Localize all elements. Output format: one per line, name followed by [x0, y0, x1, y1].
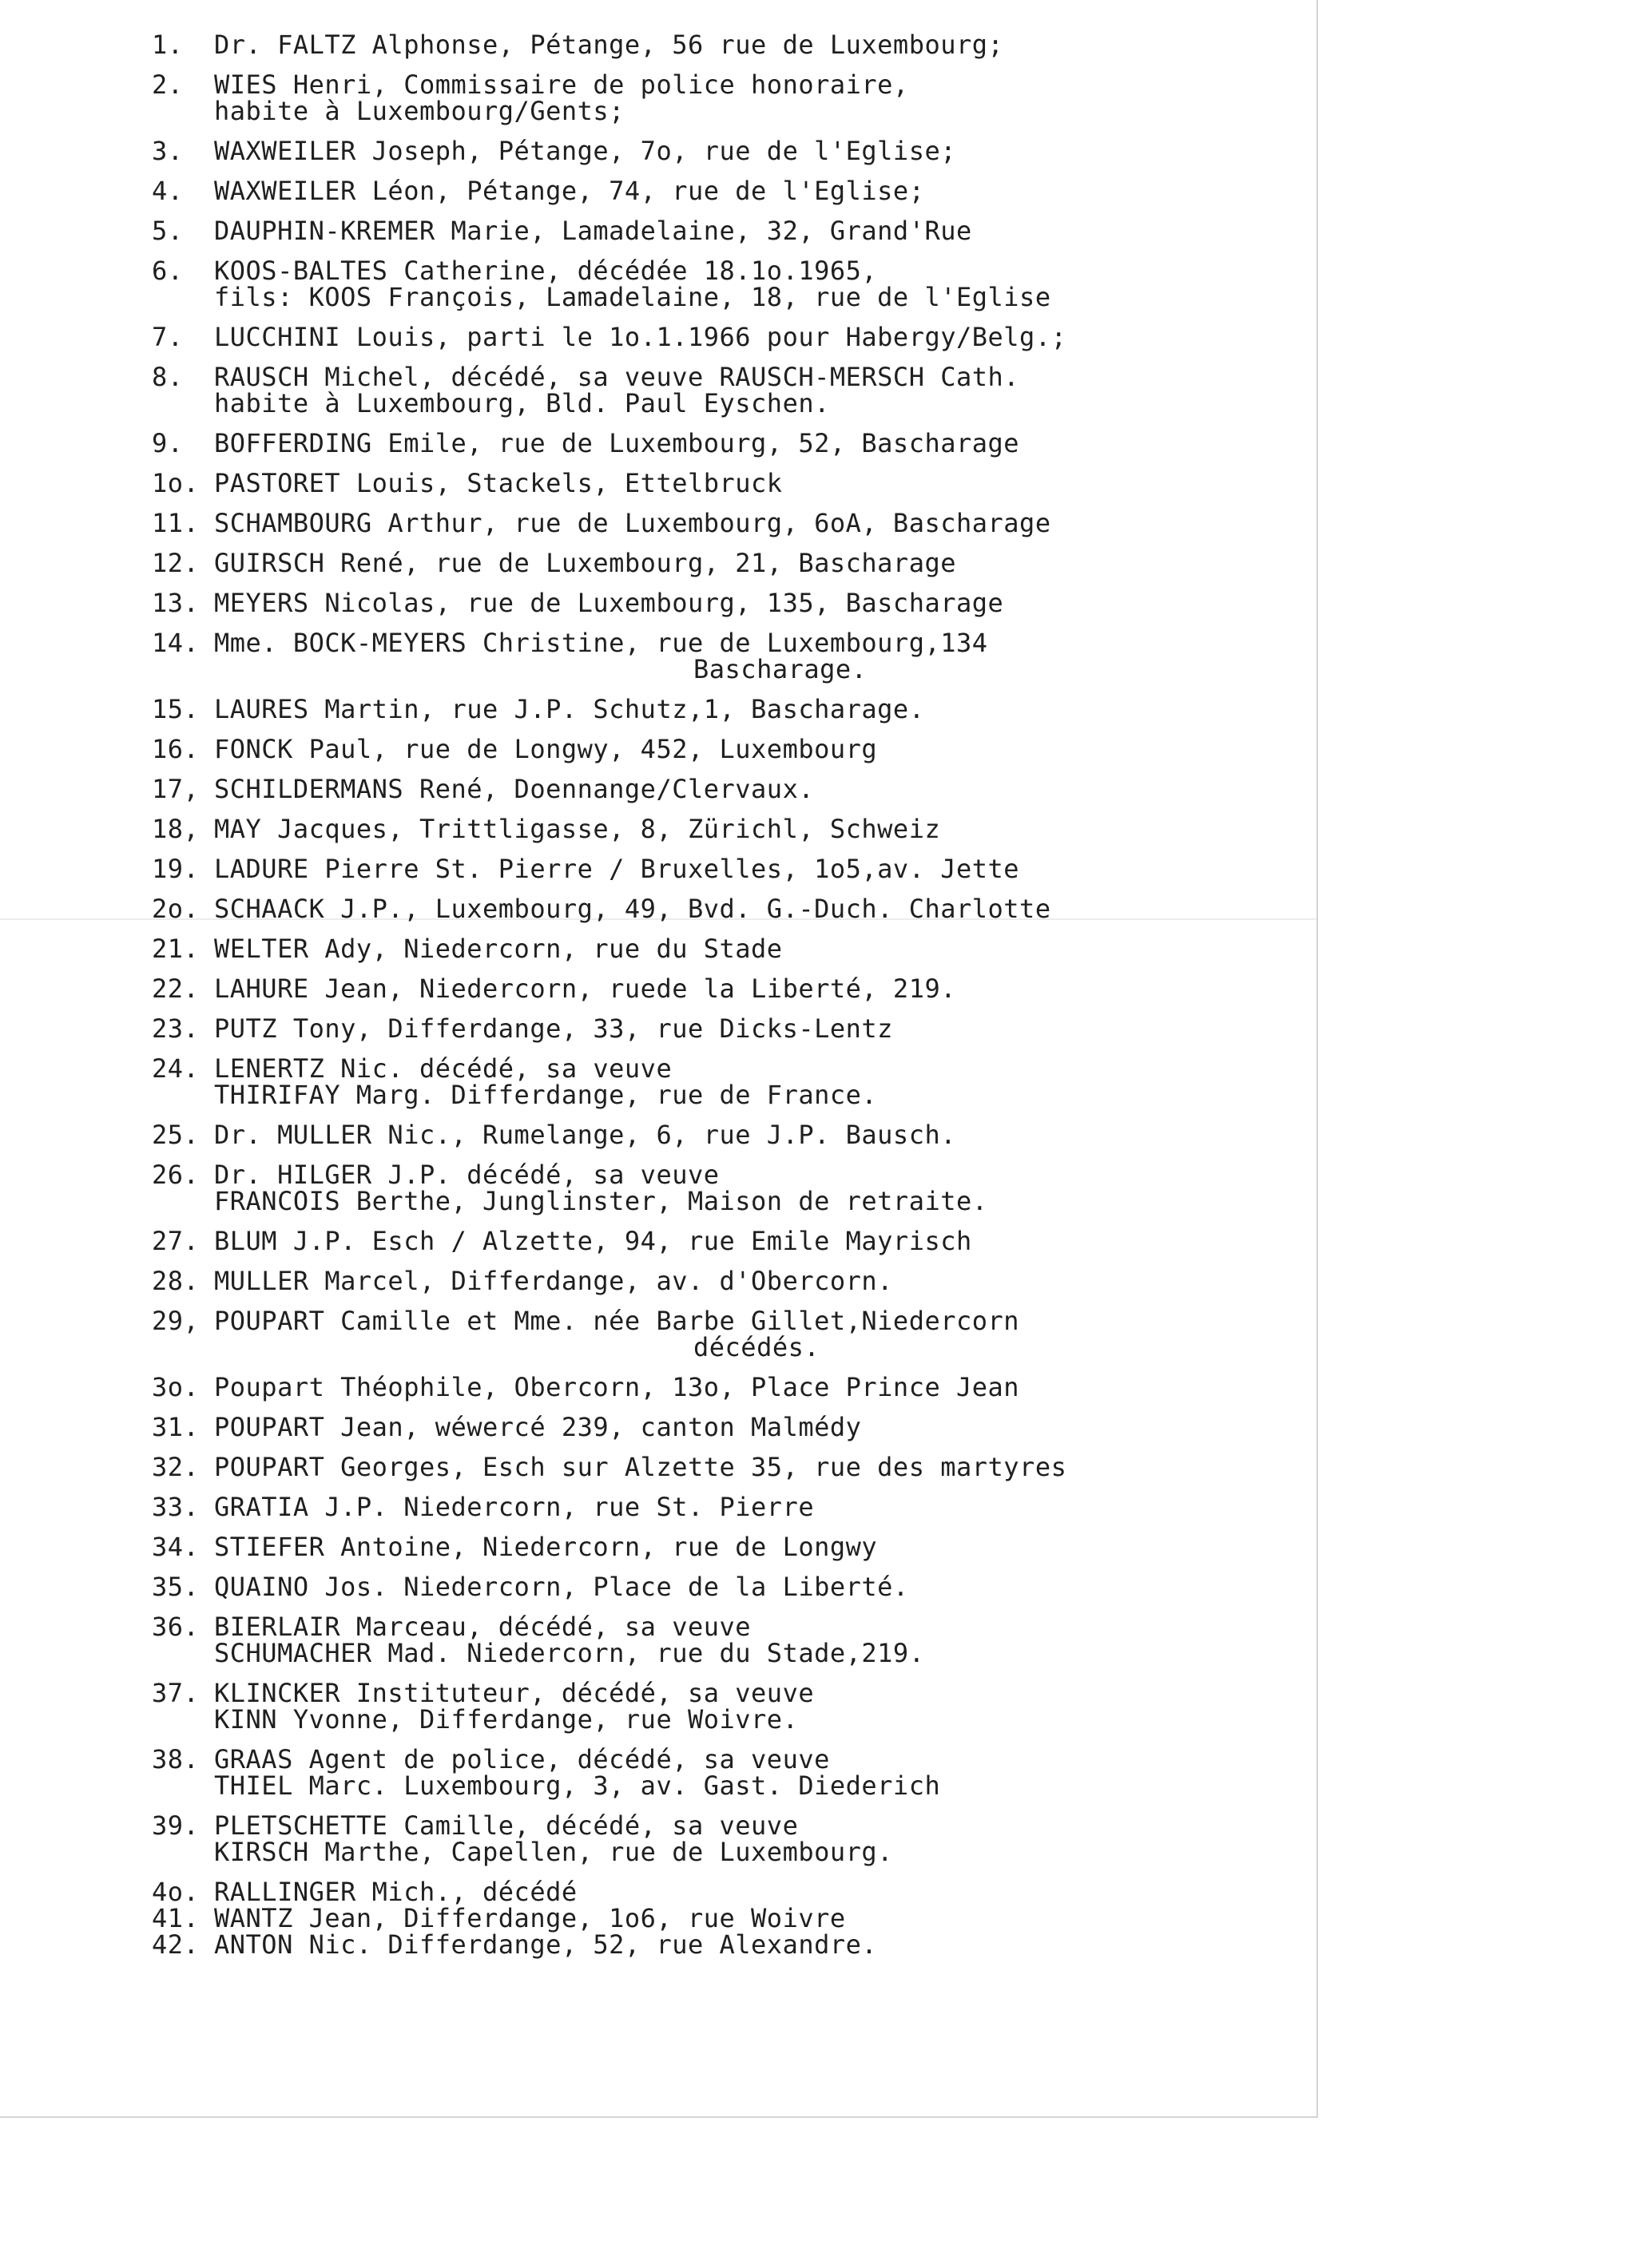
entry-text — [214, 1013, 1286, 1044]
entry-text — [214, 430, 1286, 457]
entry-text — [214, 856, 1286, 882]
list-entry — [152, 1162, 1286, 1215]
entry-text — [214, 69, 1286, 126]
entry-text — [214, 936, 1286, 962]
entry-text — [214, 550, 1286, 577]
list-entry — [152, 1929, 1286, 1960]
entry-text — [214, 696, 1286, 723]
entry-line: WELTER Ady, Niedercorn, rue du Stade — [214, 934, 783, 964]
entry-number: 33. — [152, 1492, 200, 1522]
entry-number: 28. — [152, 1266, 200, 1296]
entry-text — [214, 590, 1286, 617]
entry-line: FRANCOIS Berthe, Junglinster, Maison de retraite. — [214, 1186, 988, 1216]
entry-number: 34. — [152, 1532, 200, 1562]
entry-line: LAURES Martin, rue J.P. Schutz,1, Bascharage. — [214, 694, 925, 724]
entry-line: Poupart Théophile, Obercorn, 13o, Place Prince Jean — [214, 1372, 1020, 1402]
entry-text — [214, 138, 1286, 165]
list-entry — [152, 550, 1286, 577]
list-entry — [152, 69, 1286, 126]
entry-line: Bascharage. — [693, 654, 868, 684]
list-entry — [152, 696, 1286, 723]
entry-number: 24. — [152, 1053, 200, 1084]
list-entry — [152, 138, 1286, 165]
entry-line: RALLINGER Mich., décédé — [214, 1877, 578, 1907]
entry-line: PLETSCHETTE Camille, décédé, sa veuve — [214, 1810, 799, 1841]
list-entry — [152, 178, 1286, 204]
list-entry — [152, 590, 1286, 617]
list-entry — [152, 856, 1286, 882]
entry-line: habite à Luxembourg, Bld. Paul Eyschen. — [214, 388, 830, 418]
entry-line: KOOS-BALTES Catherine, décédée 18.1o.1965, — [214, 256, 878, 286]
entry-line: habite à Luxembourg/Gents; — [214, 96, 625, 126]
list-entry — [152, 1053, 1286, 1110]
list-entry — [152, 736, 1286, 763]
entry-text — [214, 816, 1286, 843]
entry-text — [214, 324, 1286, 351]
entry-line: GRATIA J.P. Niedercorn, rue St. Pierre — [214, 1492, 815, 1522]
entry-text — [214, 1308, 1286, 1361]
entry-text — [214, 1879, 1286, 1905]
list-entry — [152, 1534, 1286, 1560]
entry-line: Mme. BOCK-MEYERS Christine, rue de Luxembourg,134 — [214, 628, 988, 658]
list-entry — [152, 1308, 1286, 1361]
list-entry — [152, 1414, 1286, 1441]
list-entry — [152, 1494, 1286, 1521]
entry-number: 4. — [152, 176, 184, 206]
entry-line: LAHURE Jean, Niedercorn, ruede la Liberté, 219. — [214, 973, 956, 1004]
entry-line: KIRSCH Marthe, Capellen, rue de Luxembourg. — [214, 1837, 893, 1867]
entry-text — [214, 1810, 1286, 1867]
entry-line: PASTORET Louis, Stackels, Ettelbruck — [214, 468, 783, 498]
entry-text — [214, 32, 1286, 58]
entry-number: 18, — [152, 814, 200, 844]
entry-text — [214, 510, 1286, 537]
entry-line: SCHUMACHER Mad. Niedercorn, rue du Stade,219. — [214, 1638, 925, 1668]
entry-line: fils: KOOS François, Lamadelaine, 18, rue de l'Eglise — [214, 282, 1051, 312]
entry-text — [214, 1744, 1286, 1801]
entry-line: BLUM J.P. Esch / Alzette, 94, rue Emile Mayrisch — [214, 1226, 972, 1256]
entry-line: KINN Yvonne, Differdange, rue Woivre. — [214, 1704, 799, 1735]
entry-text — [214, 218, 1286, 244]
entry-text — [214, 896, 1286, 922]
list-entry — [152, 896, 1286, 922]
entry-line: LENERTZ Nic. décédé, sa veuve — [214, 1053, 673, 1084]
entry-number: 19. — [152, 854, 200, 884]
entry-line: MULLER Marcel, Differdange, av. d'Obercorn. — [214, 1266, 893, 1296]
list-entry — [152, 364, 1286, 417]
list-entry — [152, 430, 1286, 457]
entry-number: 31. — [152, 1412, 200, 1442]
list-entry — [152, 816, 1286, 843]
entry-text — [214, 1374, 1286, 1401]
entry-text — [214, 1494, 1286, 1521]
entry-text — [214, 1929, 1286, 1960]
entry-text — [214, 1162, 1286, 1215]
entry-number: 2. — [152, 69, 184, 100]
entry-line: WAXWEILER Joseph, Pétange, 7o, rue de l'Eglise; — [214, 136, 956, 166]
entry-number: 22. — [152, 973, 200, 1004]
entry-text — [214, 973, 1286, 1004]
list-entry — [152, 218, 1286, 244]
list-entry — [152, 1574, 1286, 1600]
list-entry — [152, 32, 1286, 58]
entry-text — [214, 178, 1286, 204]
entry-number: 4o. — [152, 1877, 200, 1907]
entry-line: MAY Jacques, Trittligasse, 8, Zürichl, Schweiz — [214, 814, 941, 844]
entry-number: 5. — [152, 216, 184, 246]
entry-text — [214, 1574, 1286, 1600]
entry-text — [214, 1534, 1286, 1560]
list-entry — [152, 973, 1286, 1004]
entry-line: KLINCKER Instituteur, décédé, sa veuve — [214, 1678, 815, 1708]
entry-line: STIEFER Antoine, Niedercorn, rue de Longwy — [214, 1532, 878, 1562]
entry-number: 37. — [152, 1678, 200, 1708]
entry-line: GUIRSCH René, rue de Luxembourg, 21, Bascharage — [214, 548, 956, 578]
list-entry — [152, 630, 1286, 683]
list-entry — [152, 1879, 1286, 1905]
entry-text — [214, 258, 1286, 311]
entry-number: 15. — [152, 694, 200, 724]
entry-line: FONCK Paul, rue de Longwy, 452, Luxembourg — [214, 734, 878, 764]
entry-line: THIRIFAY Marg. Differdange, rue de France. — [214, 1080, 878, 1110]
list-entry — [152, 1228, 1286, 1255]
entry-line: BIERLAIR Marceau, décédé, sa veuve — [214, 1612, 752, 1642]
entry-line: LADURE Pierre St. Pierre / Bruxelles, 1o5,av. Jette — [214, 854, 1020, 884]
entry-number: 2o. — [152, 894, 200, 924]
entry-number: 29, — [152, 1306, 200, 1336]
entry-line: GRAAS Agent de police, décédé, sa veuve — [214, 1744, 830, 1774]
entry-text — [214, 1414, 1286, 1441]
entry-number: 3o. — [152, 1372, 200, 1402]
entry-line: DAUPHIN-KREMER Marie, Lamadelaine, 32, Grand'Rue — [214, 216, 972, 246]
entry-text — [214, 1680, 1286, 1733]
entry-number: 23. — [152, 1013, 200, 1044]
address-list — [152, 32, 1286, 1958]
list-entry — [152, 1614, 1286, 1667]
entry-text — [214, 1454, 1286, 1481]
entry-line: RAUSCH Michel, décédé, sa veuve RAUSCH-MERSCH Cath. — [214, 362, 1020, 392]
list-entry — [152, 1268, 1286, 1295]
entry-text — [214, 776, 1286, 803]
entry-number: 1. — [152, 30, 184, 60]
entry-line: POUPART Camille et Mme. née Barbe Gillet,Niedercorn — [214, 1306, 1020, 1336]
entry-number: 8. — [152, 362, 184, 392]
entry-line: SCHAACK J.P., Luxembourg, 49, Bvd. G.-Duch. Charlotte — [214, 894, 1051, 924]
entry-number: 41. — [152, 1903, 200, 1933]
entry-number: 36. — [152, 1612, 200, 1642]
entry-text — [214, 1122, 1286, 1148]
entry-line: POUPART Georges, Esch sur Alzette 35, rue des martyres — [214, 1452, 1067, 1482]
entry-line: WAXWEILER Léon, Pétange, 74, rue de l'Eglise; — [214, 176, 925, 206]
entry-line: LUCCHINI Louis, parti le 1o.1.1966 pour Habergy/Belg.; — [214, 322, 1067, 352]
list-entry — [152, 1374, 1286, 1401]
entry-number: 32. — [152, 1452, 200, 1482]
entry-line: PUTZ Tony, Differdange, 33, rue Dicks-Lentz — [214, 1013, 893, 1044]
entry-number: 16. — [152, 734, 200, 764]
entry-text — [214, 630, 1286, 683]
list-entry — [152, 1680, 1286, 1733]
list-entry — [152, 776, 1286, 803]
entry-line: THIEL Marc. Luxembourg, 3, av. Gast. Diederich — [214, 1770, 941, 1801]
entry-number: 27. — [152, 1226, 200, 1256]
entry-line: Dr. MULLER Nic., Rumelange, 6, rue J.P. Bausch. — [214, 1120, 956, 1150]
entry-number: 42. — [152, 1929, 200, 1960]
list-entry — [152, 1013, 1286, 1044]
entry-text — [214, 1228, 1286, 1255]
list-entry — [152, 1744, 1286, 1801]
list-entry — [152, 1810, 1286, 1867]
entry-line: QUAINO Jos. Niedercorn, Place de la Liberté. — [214, 1572, 909, 1602]
list-entry — [152, 936, 1286, 962]
entry-number: 25. — [152, 1120, 200, 1150]
entry-line: décédés. — [693, 1332, 820, 1362]
entry-number: 1o. — [152, 468, 200, 498]
entry-number: 21. — [152, 934, 200, 964]
entry-number: 6. — [152, 256, 184, 286]
entry-line: ANTON Nic. Differdange, 52, rue Alexandre. — [214, 1929, 878, 1960]
entry-line: MEYERS Nicolas, rue de Luxembourg, 135, Bascharage — [214, 588, 1004, 618]
entry-number: 7. — [152, 322, 184, 352]
entry-number: 39. — [152, 1810, 200, 1841]
list-entry — [152, 1905, 1286, 1932]
entry-number: 26. — [152, 1160, 200, 1190]
entry-number: 35. — [152, 1572, 200, 1602]
entry-line: Dr. FALTZ Alphonse, Pétange, 56 rue de Luxembourg; — [214, 30, 1004, 60]
entry-text — [214, 1053, 1286, 1110]
entry-text — [214, 470, 1286, 497]
entry-number: 17, — [152, 774, 200, 804]
entry-number: 38. — [152, 1744, 200, 1774]
list-entry — [152, 324, 1286, 351]
entry-line: SCHILDERMANS René, Doennange/Clervaux. — [214, 774, 815, 804]
entry-number: 3. — [152, 136, 184, 166]
entry-text — [214, 736, 1286, 763]
entry-line: SCHAMBOURG Arthur, rue de Luxembourg, 6oA, Bascharage — [214, 508, 1051, 538]
list-entry — [152, 258, 1286, 311]
entry-number: 13. — [152, 588, 200, 618]
entry-line: WANTZ Jean, Differdange, 1o6, rue Woivre — [214, 1903, 846, 1933]
list-entry — [152, 1122, 1286, 1148]
entry-text — [214, 1905, 1286, 1932]
entry-line: WIES Henri, Commissaire de police honoraire, — [214, 69, 909, 100]
list-entry — [152, 510, 1286, 537]
entry-number: 9. — [152, 428, 184, 458]
entry-line: BOFFERDING Emile, rue de Luxembourg, 52, Bascharage — [214, 428, 1020, 458]
entry-number: 12. — [152, 548, 200, 578]
entry-text — [214, 1268, 1286, 1295]
entry-line: POUPART Jean, wéwercé 239, canton Malmédy — [214, 1412, 862, 1442]
entry-text — [214, 364, 1286, 417]
entry-text — [214, 1614, 1286, 1667]
entry-number: 14. — [152, 628, 200, 658]
entry-line: Dr. HILGER J.P. décédé, sa veuve — [214, 1160, 720, 1190]
entry-number: 11. — [152, 508, 200, 538]
list-entry — [152, 1454, 1286, 1481]
list-entry — [152, 470, 1286, 497]
